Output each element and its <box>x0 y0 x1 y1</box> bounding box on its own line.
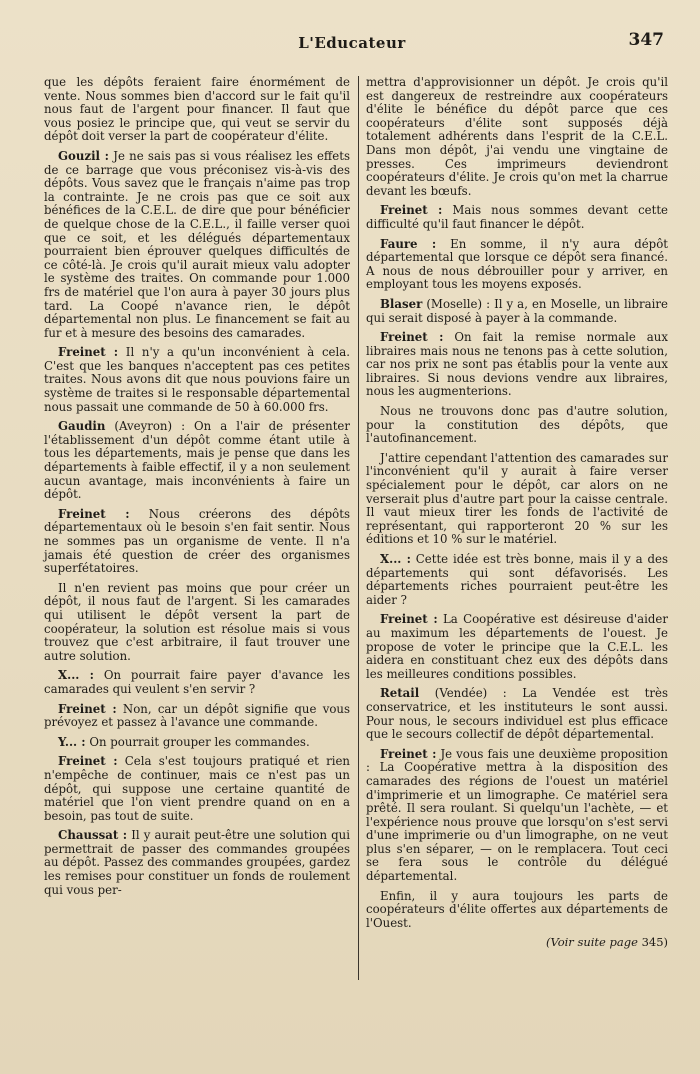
paragraph <box>366 298 668 325</box>
speaker-name: Freinet : <box>380 612 438 627</box>
paragraph-text: que les dépôts feraient faire énormément de vente. Nous sommes bien d'accord sur le fait qu'il nous faut de l'argent pour financer. Il faut que vous posiez le principe que, qui veut se servir du dépôt doit verser la part de coopérateur d'élite. <box>44 75 350 144</box>
paragraph-text: Il n'y a qu'un inconvénient à cela. C'est que les banques n'acceptent pas ces petites traites. Nous avons dit que nous pouvions faire un système de traites si le responsable départemental nous passait une commande de 50 à 60.000 frs. <box>44 345 351 414</box>
page-number: 347 <box>628 30 664 50</box>
paragraph-text: Cela s'est toujours pratiqué et rien n'empêche de continuer, mais ce n'est pas un dépôt, qui suppose une certaine quantité de matériel que l'on vient prendre quand on en a besoin, pas tout de suite. <box>44 754 350 823</box>
paragraph <box>366 687 668 741</box>
paragraph-text: (Aveyron) : On a l'air de présenter l'établissement d'un dépôt comme étant utile à tous les départements, mais je pense que dans les départements à faible effectif, il y a non seulement aucun avantage, mais inconvénients à faire un dépôt. <box>44 419 350 502</box>
speaker-name: Freinet : <box>58 506 130 521</box>
speaker-name: Gaudin <box>58 419 106 434</box>
paragraph-text: On pourrait grouper les commandes. <box>85 734 310 749</box>
paragraph <box>366 238 668 292</box>
paragraph <box>44 736 350 750</box>
paragraph-text: Je vous fais une deuxième proposition : La Coopérative mettra à la disposition des camarades des régions de l'ouest un matériel d'imprimerie et un limographe. Ce matériel sera prêté. Il sera roulant. Si quelqu'un l'achète, — et l'expérience nous prouve que lorsqu'on s'est servi d'une imprimerie ou d'un limographe, on ne veut plus s'en séparer, — on le remplacera. Tout ceci se fera sous le contrôle du délégué départemental. <box>366 746 668 884</box>
paragraph <box>366 553 668 607</box>
paragraph-text: On fait la remise normale aux libraires mais nous ne tenons pas à cette solution, car nos prix ne sont pas établis pour la vente aux libraires. Si nous devions vendre aux libraires, nous les augmenterions. <box>366 330 669 399</box>
speaker-name: Freinet : <box>58 345 119 360</box>
speaker-name: Blaser <box>380 296 423 311</box>
paragraph <box>44 582 350 664</box>
speaker-name: X... : <box>58 668 94 683</box>
speaker-name: X... : <box>380 552 411 566</box>
continuation-label: (Voir suite page <box>545 935 638 950</box>
paragraph <box>44 76 350 144</box>
speaker-name: Freinet : <box>380 203 443 218</box>
paragraph-text: J'attire cependant l'attention des camarades sur l'inconvénient qu'il y aurait à faire verser spécialement pour le dépôt, car alors on ne verserait plus d'autre part pour la caisse centrale. Il vaut mieux tirer les fonds de l'activité de représentant, qui rapporteront 20 % sur les éditions et 10 % sur le matériel. <box>366 450 668 547</box>
paragraph <box>44 420 350 502</box>
speaker-name: Y... : <box>58 734 86 749</box>
speaker-name: Freinet : <box>380 330 444 345</box>
paragraph-text: Non, car un dépôt signifie que vous prévoyez et passez à l'avance une commande. <box>44 701 351 730</box>
paragraph-text: Il n'en revient pas moins que pour créer un dépôt, il nous faut de l'argent. Si les camarades qui utilisent le dépôt versent la part de coopérateur, la solution est résolue mais si vous trouvez que c'est arbitraire, il faut trouver une autre solution. <box>44 580 350 663</box>
paragraph <box>366 76 668 198</box>
paragraph-text: Nous ne trouvons donc pas d'autre solution, pour la constitution des dépôts, que l'autofinancement. <box>366 404 668 446</box>
paragraph-text: (Moselle) : Il y a, en Moselle, un libraire qui serait disposé à payer à la commande. <box>366 296 668 325</box>
paragraph <box>44 508 350 576</box>
page-header <box>40 30 664 54</box>
running-title: L'Educateur <box>298 34 406 52</box>
paragraph-text: On pourrait faire payer d'avance les camarades qui veulent s'en servir ? <box>44 668 350 696</box>
continuation-note <box>366 936 668 950</box>
paragraph-text: mettra d'approvisionner un dépôt. Je crois qu'il est dangereux de restreindre aux coopérateurs d'élite le bénéfice du dépôt parce que ces coopérateurs d'élite sont supposés déjà totalement adhérents dans l'esprit de la C.E.L. Dans mon dépôt, j'ai vendu une vingtaine de presses. Ces imprimeurs deviendront coopérateurs d'élite. Je crois qu'on met la charrue devant les bœufs. <box>366 75 668 198</box>
speaker-name: Freinet : <box>380 746 437 761</box>
speaker-name: Gouzil : <box>58 148 109 163</box>
left-column <box>44 76 350 903</box>
paragraph <box>44 669 350 696</box>
paragraph <box>366 452 668 547</box>
speaker-name: Freinet : <box>58 701 117 716</box>
continuation-page: 345) <box>641 935 668 950</box>
paragraph <box>366 890 668 931</box>
paragraph <box>44 703 350 730</box>
paragraph <box>366 204 668 231</box>
speaker-name: Chaussat : <box>58 828 128 843</box>
paragraph-text: Je ne sais pas si vous réalisez les effets de ce barrage que vous préconisez vis-à-vis des dépôts. Vous savez que le français n'aime pas trop la contrainte. Je ne crois pas que ce soit aux bénéfices de la C.E.L. de dire que pour bénéficier de quelque chose de la C.E.L., il faille verser quoi que ce soit, et les délégués départementaux pourraient bien éprouver quelques difficultés de ce côté-là. Je crois qu'il aurait mieux valu adopter le système des traites. On commande pour 1.000 frs de matériel que l'on aura à payer 30 jours plus tard. La Coopé n'avance rien, le dépôt départemental non plus. Le financement se fait au fur et à mesure des besoins des camarades. <box>44 148 350 340</box>
paragraph <box>44 755 350 823</box>
paragraph <box>44 829 350 897</box>
column-divider <box>358 76 359 980</box>
paragraph-text: Il y aurait peut-être une solution qui permettrait de passer des commandes groupées au dépôt. Passez des commandes groupées, gardez les remises pour constituer un fonds de roulement qui vous per- <box>44 828 350 897</box>
speaker-name: Faure : <box>380 236 437 251</box>
paragraph-text: La Coopérative est désireuse d'aider au maximum les départements de l'ouest. Je propose de voter le principe que la C.E.L. les aidera en constituant chez eux des dépôts dans les meilleures conditions possibles. <box>366 612 668 681</box>
paragraph-text: (Vendée) : La Vendée est très conservatrice, et les instituteurs le sont aussi. Pour nous, le secours individuel est plus efficace que le secours collectif de dépôt départemental. <box>366 686 668 742</box>
paragraph <box>44 150 350 340</box>
right-column <box>366 76 668 950</box>
paragraph <box>366 331 668 399</box>
paragraph-text: Enfin, il y aura toujours les parts de coopérateurs d'élite offertes aux départements de l'Ouest. <box>366 888 668 930</box>
paragraph <box>44 346 350 414</box>
paragraph <box>366 613 668 681</box>
paragraph <box>366 748 668 884</box>
paragraph-text: En somme, il n'y aura dépôt départemental que lorsque ce dépôt sera financé. A nous de nous débrouiller pour y arriver, en employant tous les moyens exposés. <box>366 236 669 292</box>
paragraph-text: Mais nous sommes devant cette difficulté qu'il faut financer le dépôt. <box>366 203 668 231</box>
paragraph <box>366 405 668 446</box>
paragraph-text: Nous créerons des dépôts départementaux où le besoin s'en fait sentir. Nous ne sommes pas un organisme de vente. Il n'a jamais été question de créer des organismes superfétatoires. <box>44 506 350 576</box>
paragraph-text: Cette idée est très bonne, mais il y a des départements qui sont défavorisés. Les départements riches pourraient peut-être les aider ? <box>366 552 668 607</box>
speaker-name: Freinet : <box>58 754 118 769</box>
speaker-name: Retail <box>380 686 420 701</box>
